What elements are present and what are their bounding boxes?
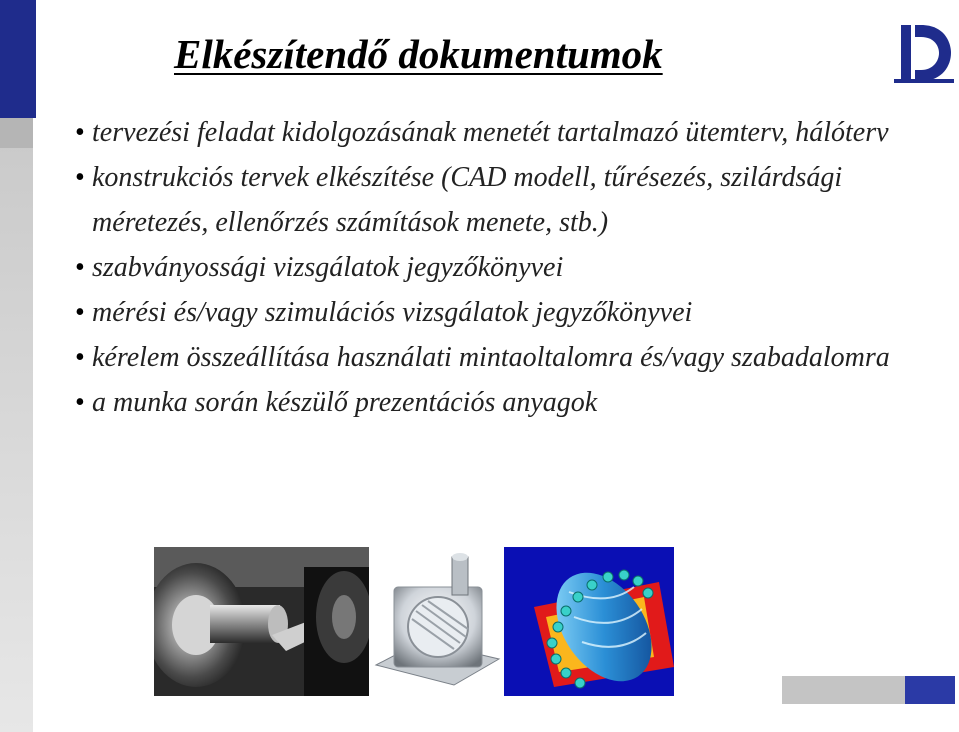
left-accent-bar (0, 0, 36, 118)
footer-gray-bar (782, 676, 907, 704)
gearbox-model-icon (369, 547, 504, 696)
machining-photo-icon (154, 547, 372, 696)
left-gray-bar (0, 118, 36, 732)
bullet-list (75, 110, 925, 425)
footer-blue-bar (905, 676, 955, 704)
bullet-item: • a munka során készülő prezentációs anyagok (75, 380, 925, 425)
company-logo-icon (893, 15, 955, 85)
simulation-render-icon (504, 547, 674, 696)
bullet-item: • mérési és/vagy szimulációs vizsgálatok jegyzőkönyvei (75, 290, 925, 335)
logo-caption: DIRECT-LINE KFT. (903, 26, 909, 78)
slide-title: Elkészítendő dokumentumok (174, 31, 663, 77)
bullet-item: • szabványossági vizsgálatok jegyzőkönyvei (75, 245, 925, 290)
bullet-item: • tervezési feladat kidolgozásának menetét tartalmazó ütemterv, hálóterv (75, 110, 925, 155)
bullet-item: • kérelem összeállítása használati mintaoltalomra és/vagy szabadalomra (75, 335, 925, 380)
photo-strip (154, 547, 674, 696)
bullet-item: • konstrukciós tervek elkészítése (CAD modell, tűrésezés, szilárdsági méretezés, ellenőrzés számítások menete, stb.) (75, 155, 925, 245)
